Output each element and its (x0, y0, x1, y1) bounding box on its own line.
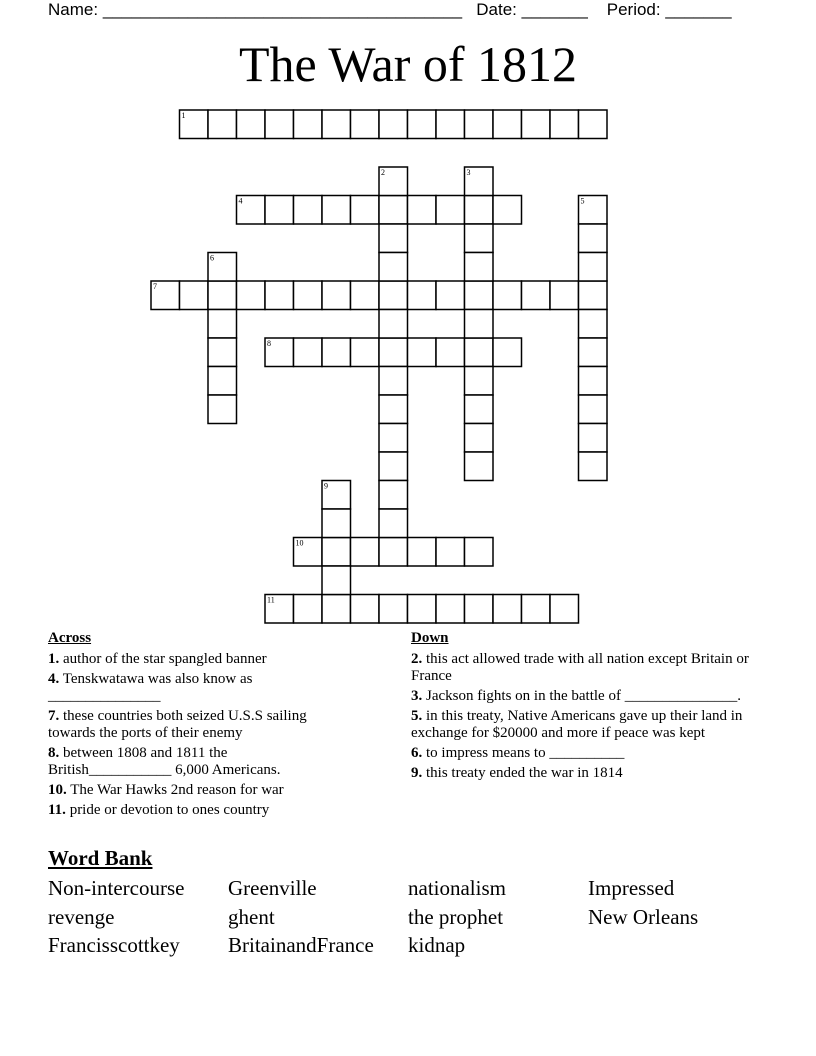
crossword-cell[interactable] (465, 595, 494, 624)
down-clue (411, 765, 771, 782)
crossword-cell[interactable] (550, 281, 579, 310)
crossword-cell[interactable] (379, 338, 408, 367)
crossword-cell[interactable] (408, 196, 437, 225)
crossword-cell[interactable] (379, 224, 408, 253)
clue-number: 5. (411, 708, 423, 724)
crossword-cell[interactable] (379, 367, 408, 396)
clue-number: 9. (411, 765, 423, 781)
word-bank-item: BritainandFrance (228, 933, 374, 957)
crossword-cell[interactable] (322, 281, 351, 310)
crossword-cell[interactable] (379, 538, 408, 567)
crossword-cell[interactable] (208, 110, 237, 139)
crossword-cell[interactable] (579, 424, 608, 453)
clue-number-label: 10 (295, 538, 304, 548)
crossword-cell[interactable] (379, 281, 408, 310)
crossword-cell[interactable] (237, 281, 266, 310)
crossword-cell[interactable] (351, 281, 380, 310)
word-bank (48, 874, 768, 960)
down-clue (411, 708, 771, 742)
crossword-cell[interactable] (208, 310, 237, 339)
crossword-cell[interactable] (379, 196, 408, 225)
crossword-cell[interactable] (550, 595, 579, 624)
clue-text: this act allowed trade with all nation except Britain or France (411, 651, 749, 684)
name-label: Name: (48, 0, 99, 19)
crossword-cell[interactable] (379, 310, 408, 339)
word-bank-item: Francisscottkey (48, 933, 180, 957)
crossword-cell[interactable] (408, 281, 437, 310)
clue-text: Tenskwatawa was also know as _______________ (48, 671, 253, 704)
name-blank[interactable]: ______________________________________ (102, 0, 463, 19)
period-label: Period: (606, 0, 661, 19)
clue-text: pride or devotion to ones country (69, 802, 270, 818)
clue-text: this treaty ended the war in 1814 (426, 765, 623, 781)
crossword-cell[interactable] (465, 452, 494, 481)
clue-number-label: 9 (324, 481, 328, 491)
crossword-cell[interactable] (379, 424, 408, 453)
crossword-cell[interactable] (351, 538, 380, 567)
clue-number: 8. (48, 745, 60, 761)
crossword-cell[interactable] (436, 595, 465, 624)
clue-text: in this treaty, Native Americans gave up their land in exchange for $20000 and more if peace was kept (411, 708, 743, 741)
crossword-cell[interactable] (379, 452, 408, 481)
crossword-cell[interactable] (379, 253, 408, 282)
clue-number-label: 7 (153, 282, 157, 291)
crossword-cell[interactable] (237, 110, 266, 139)
word-bank-item: revenge (48, 904, 115, 929)
clue-number: 3. (411, 688, 423, 704)
clue-number-label: 3 (466, 168, 471, 177)
clue-number: 11. (48, 802, 66, 818)
crossword-cell[interactable] (465, 253, 494, 282)
clue-text: between 1808 and 1811 the British___________ 6,000 Americans. (48, 745, 281, 778)
crossword-cell[interactable] (208, 395, 237, 424)
crossword-cell[interactable] (208, 281, 237, 310)
down-clue (411, 651, 771, 685)
crossword-cell[interactable] (493, 338, 522, 367)
crossword-cell[interactable] (322, 338, 351, 367)
clue-number: 7. (48, 708, 60, 724)
crossword-cell[interactable] (436, 281, 465, 310)
crossword-cell[interactable] (465, 395, 494, 424)
word-bank-item: kidnap (408, 933, 466, 957)
crossword-cell[interactable] (351, 338, 380, 367)
across-clue (48, 782, 348, 799)
crossword-cell[interactable] (294, 196, 323, 225)
crossword-cell[interactable] (379, 395, 408, 424)
crossword-cell[interactable] (465, 538, 494, 567)
date-label: Date: (476, 0, 517, 19)
crossword-cell[interactable] (265, 281, 294, 310)
crossword-cell[interactable] (379, 481, 408, 510)
crossword-cell[interactable] (465, 224, 494, 253)
crossword-cell[interactable] (322, 538, 351, 567)
crossword-cell[interactable] (322, 509, 351, 538)
period-blank[interactable]: _______ (665, 0, 732, 19)
crossword-cell[interactable] (408, 110, 437, 139)
crossword-cell[interactable] (351, 196, 380, 225)
clue-text: these countries both seized U.S.S sailing towards the ports of their enemy (48, 708, 307, 741)
down-clue (411, 688, 771, 705)
crossword-cell[interactable] (351, 110, 380, 139)
crossword-cell[interactable] (408, 338, 437, 367)
crossword-cell[interactable] (379, 595, 408, 624)
across-clue (48, 651, 348, 668)
crossword-cell[interactable] (436, 338, 465, 367)
word-bank-item: Non-intercourse (48, 876, 185, 900)
crossword-cell[interactable] (550, 110, 579, 139)
crossword-cell[interactable] (579, 338, 608, 367)
crossword-cell[interactable] (465, 424, 494, 453)
crossword-cell[interactable] (265, 196, 294, 225)
across-clue (48, 708, 348, 742)
crossword-cell[interactable] (322, 196, 351, 225)
crossword-cell[interactable] (579, 310, 608, 339)
crossword-cell[interactable] (465, 110, 494, 139)
clue-number: 4. (48, 671, 60, 687)
down-clue (411, 745, 771, 762)
across-clue (48, 802, 348, 819)
crossword-cell[interactable] (379, 509, 408, 538)
crossword-cell[interactable] (579, 253, 608, 282)
crossword-cell[interactable] (579, 110, 608, 139)
clue-number-label: 11 (267, 595, 275, 605)
page-title: The War of 1812 (238, 36, 577, 92)
crossword-cell[interactable] (579, 395, 608, 424)
crossword-cell[interactable] (493, 110, 522, 139)
crossword-cell[interactable] (208, 338, 237, 367)
crossword-cell[interactable] (493, 196, 522, 225)
crossword-cell[interactable] (351, 595, 380, 624)
down-clues (411, 630, 771, 785)
crossword-cell[interactable] (522, 281, 551, 310)
across-clue (48, 671, 348, 705)
across-clue (48, 745, 348, 779)
crossword-cell[interactable] (522, 595, 551, 624)
clue-number: 6. (411, 745, 423, 761)
crossword-cell[interactable] (379, 110, 408, 139)
crossword-cell[interactable] (408, 538, 437, 567)
clue-text: Jackson fights on in the battle of _______________. (426, 688, 741, 704)
crossword-cell[interactable] (465, 338, 494, 367)
clue-number-label: 2 (381, 168, 385, 177)
crossword-cell[interactable] (208, 367, 237, 396)
crossword-cell[interactable] (522, 110, 551, 139)
crossword-cell[interactable] (436, 538, 465, 567)
clue-text: to impress means to __________ (426, 745, 625, 761)
clue-number-label: 5 (580, 196, 585, 206)
crossword-cell[interactable] (265, 110, 294, 139)
crossword-cell[interactable] (465, 310, 494, 339)
crossword-cell[interactable] (579, 224, 608, 253)
clue-number-label: 1 (181, 111, 186, 120)
crossword-cell[interactable] (579, 452, 608, 481)
down-heading: Down (411, 630, 449, 646)
clue-number: 10. (48, 782, 67, 798)
crossword-cell[interactable] (465, 281, 494, 310)
clue-text: author of the star spangled banner (63, 651, 267, 667)
crossword-cell[interactable] (579, 367, 608, 396)
crossword-cell[interactable] (493, 281, 522, 310)
word-bank-item: the prophet (408, 904, 504, 929)
word-bank-title: Word Bank (48, 846, 153, 870)
crossword-cell[interactable] (436, 196, 465, 225)
word-bank-item: nationalism (408, 876, 506, 900)
crossword-cell[interactable] (322, 595, 351, 624)
clue-number: 2. (411, 651, 423, 667)
crossword-cell[interactable] (493, 595, 522, 624)
crossword-cell[interactable] (465, 196, 494, 225)
crossword-cell[interactable] (294, 281, 323, 310)
crossword-cell[interactable] (294, 338, 323, 367)
word-bank-item: Greenville (228, 876, 317, 900)
across-clues (48, 630, 348, 822)
crossword-cell[interactable] (322, 110, 351, 139)
crossword-cell[interactable] (579, 281, 608, 310)
word-bank-item: Impressed (588, 876, 675, 900)
clue-number: 1. (48, 651, 60, 667)
crossword-cell[interactable] (294, 595, 323, 624)
crossword-cell[interactable] (180, 281, 209, 310)
word-bank-item: ghent (228, 904, 275, 929)
word-bank-item: New Orleans (588, 904, 699, 929)
clue-number-label: 6 (210, 253, 214, 263)
crossword-cell[interactable] (465, 367, 494, 396)
clue-number-label: 8 (267, 339, 271, 348)
clue-number-label: 4 (238, 196, 243, 206)
crossword-cell[interactable] (294, 110, 323, 139)
crossword-cell[interactable] (408, 595, 437, 624)
crossword-cell[interactable] (322, 566, 351, 595)
crossword-cell[interactable] (436, 110, 465, 139)
date-blank[interactable]: _______ (521, 0, 588, 19)
clue-text: The War Hawks 2nd reason for war (70, 782, 284, 798)
across-heading: Across (48, 630, 92, 646)
